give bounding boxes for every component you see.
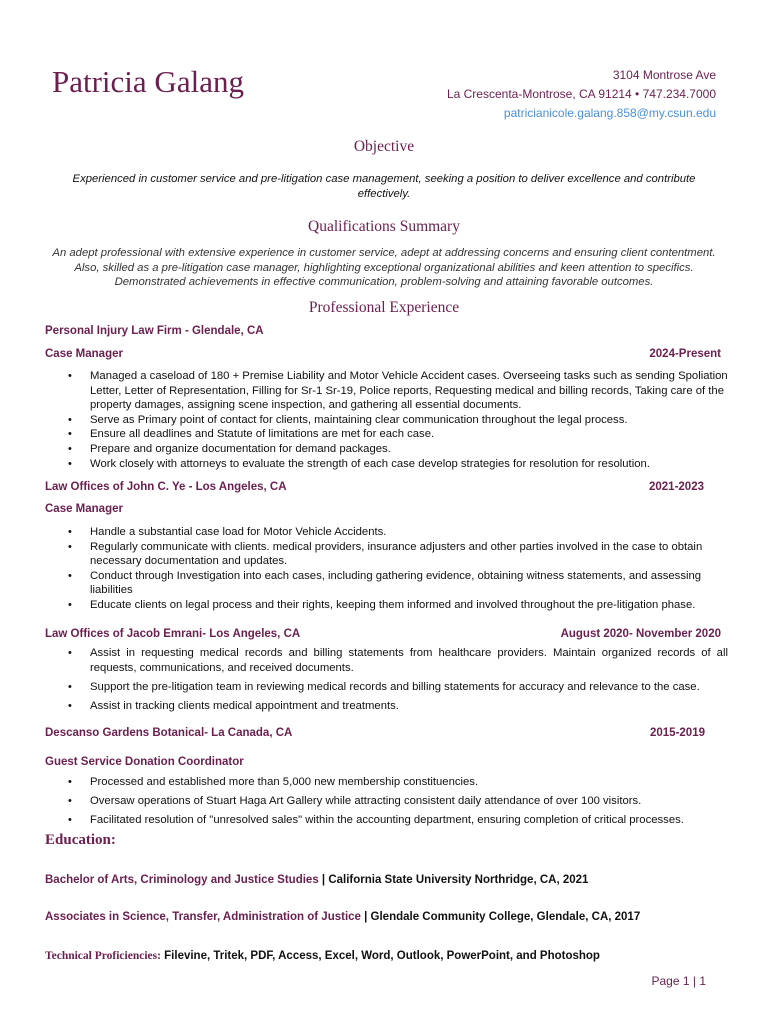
list-item: • Prepare and organize documentation for demand packages.	[68, 442, 728, 457]
job-dates: 2015-2019	[650, 727, 705, 739]
list-item: • Processed and established more than 5,000 new membership constituencies.	[68, 775, 728, 790]
list-item: • Assist in requesting medical records and billing statements from healthcare providers. Maintain organized records of all requests, communications, and received documents.	[68, 646, 728, 675]
job-role: Case Manager	[45, 348, 123, 360]
school: | Glendale Community College, Glendale, CA, 2017	[364, 911, 641, 923]
school: | California State University Northridge, CA, 2021	[321, 874, 589, 886]
technical-value: Filevine, Tritek, PDF, Access, Excel, Word, Outlook, PowerPoint, and Photoshop	[160, 950, 600, 962]
list-item: • Work closely with attorneys to evaluate the strength of each case develop strategies for resolution for resolution.	[68, 457, 728, 472]
list-item: • Ensure all deadlines and Statute of limitations are met for each case.	[68, 427, 728, 442]
list-item: • Support the pre-litigation team in reviewing medical records and billing statements for accuracy and relevance to the case.	[68, 680, 728, 695]
degree: Bachelor of Arts, Criminology and Justice Studies	[45, 874, 322, 886]
job-dates: 2024-Present	[649, 348, 721, 360]
technical-proficiencies	[45, 950, 600, 962]
job-role: Case Manager	[45, 503, 123, 515]
contact-block	[447, 66, 716, 123]
experience-heading: Professional Experience	[308, 299, 460, 316]
list-item: • Serve as Primary point of contact for clients, maintaining clear communication throughout the legal process.	[68, 413, 728, 428]
list-item: • Educate clients on legal process and their rights, keeping them informed and involved throughout the pre-litigation phase.	[68, 598, 728, 613]
job-bullets	[68, 369, 728, 471]
list-item: • Handle a substantial case load for Motor Vehicle Accidents.	[68, 525, 728, 540]
job-employer: Descanso Gardens Botanical- La Canada, CA	[45, 727, 293, 739]
objective-text: Experienced in customer service and pre-litigation case management, seeking a position to deliver excellence and contribute effectively.	[72, 173, 696, 200]
education-entry	[45, 911, 640, 923]
list-item: • Regularly communicate with clients. medical providers, insurance adjusters and other parties involved in the case to obtain necessary documentation and updates.	[68, 540, 728, 569]
objective-heading: Objective	[353, 138, 415, 155]
qualifications-heading: Qualifications Summary	[308, 218, 460, 235]
job-bullets	[68, 775, 728, 832]
job-employer: Law Offices of Jacob Emrani- Los Angeles, CA	[45, 628, 301, 640]
job-dates: August 2020- November 2020	[560, 628, 721, 640]
page-number: Page 1 | 1	[651, 974, 706, 988]
qualifications-text: An adept professional with extensive experience in customer service, adept at addressing concerns and ensuring client contentment. Also, skilled as a pre-litigation case manager, highlighting exceptional organizational abilities and keen attention to specifics. Demonstrated achievements in effective communication, problem-solving and attaining favorable outcomes.	[52, 247, 716, 288]
address-line-1: 3104 Montrose Ave	[612, 68, 716, 82]
technical-label: Technical Proficiencies:	[45, 950, 161, 962]
list-item: • Conduct through Investigation into each cases, including gathering evidence, obtaining witness statements, and assessing liabilities	[68, 569, 728, 598]
education-heading: Education:	[45, 832, 116, 848]
list-item: • Managed a caseload of 180 + Premise Liability and Motor Vehicle Accident cases. Overseeing tasks such as sending Spoliation Letter, Letter of Representation, Filling for Sr-1 Sr-19, Police reports, Requesting medical and billing records, Taking care of the property damages, assigning scene inspection, and gathering all essential documents.	[68, 369, 728, 413]
education-entry	[45, 874, 588, 886]
job-bullets	[68, 646, 728, 718]
job-bullets	[68, 525, 728, 613]
job-dates: 2021-2023	[649, 481, 704, 493]
address-line-2: La Crescenta-Montrose, CA 91214 • 747.234.7000	[446, 87, 716, 101]
list-item: • Assist in tracking clients medical appointment and treatments.	[68, 699, 728, 714]
job-role: Guest Service Donation Coordinator	[45, 756, 244, 768]
email-link[interactable]: patricianicole.galang.858@my.csun.edu	[503, 106, 716, 120]
job-employer: Law Offices of John C. Ye - Los Angeles, CA	[45, 481, 287, 493]
degree: Associates in Science, Transfer, Administration of Justice	[45, 911, 365, 923]
list-item: • Facilitated resolution of "unresolved sales" within the accounting department, ensuring completion of critical processes.	[68, 813, 728, 828]
candidate-name: Patricia Galang	[52, 64, 244, 99]
job-employer: Personal Injury Law Firm - Glendale, CA	[45, 325, 264, 337]
list-item: • Oversaw operations of Stuart Haga Art Gallery while attracting consistent daily attendance of over 100 visitors.	[68, 794, 728, 809]
